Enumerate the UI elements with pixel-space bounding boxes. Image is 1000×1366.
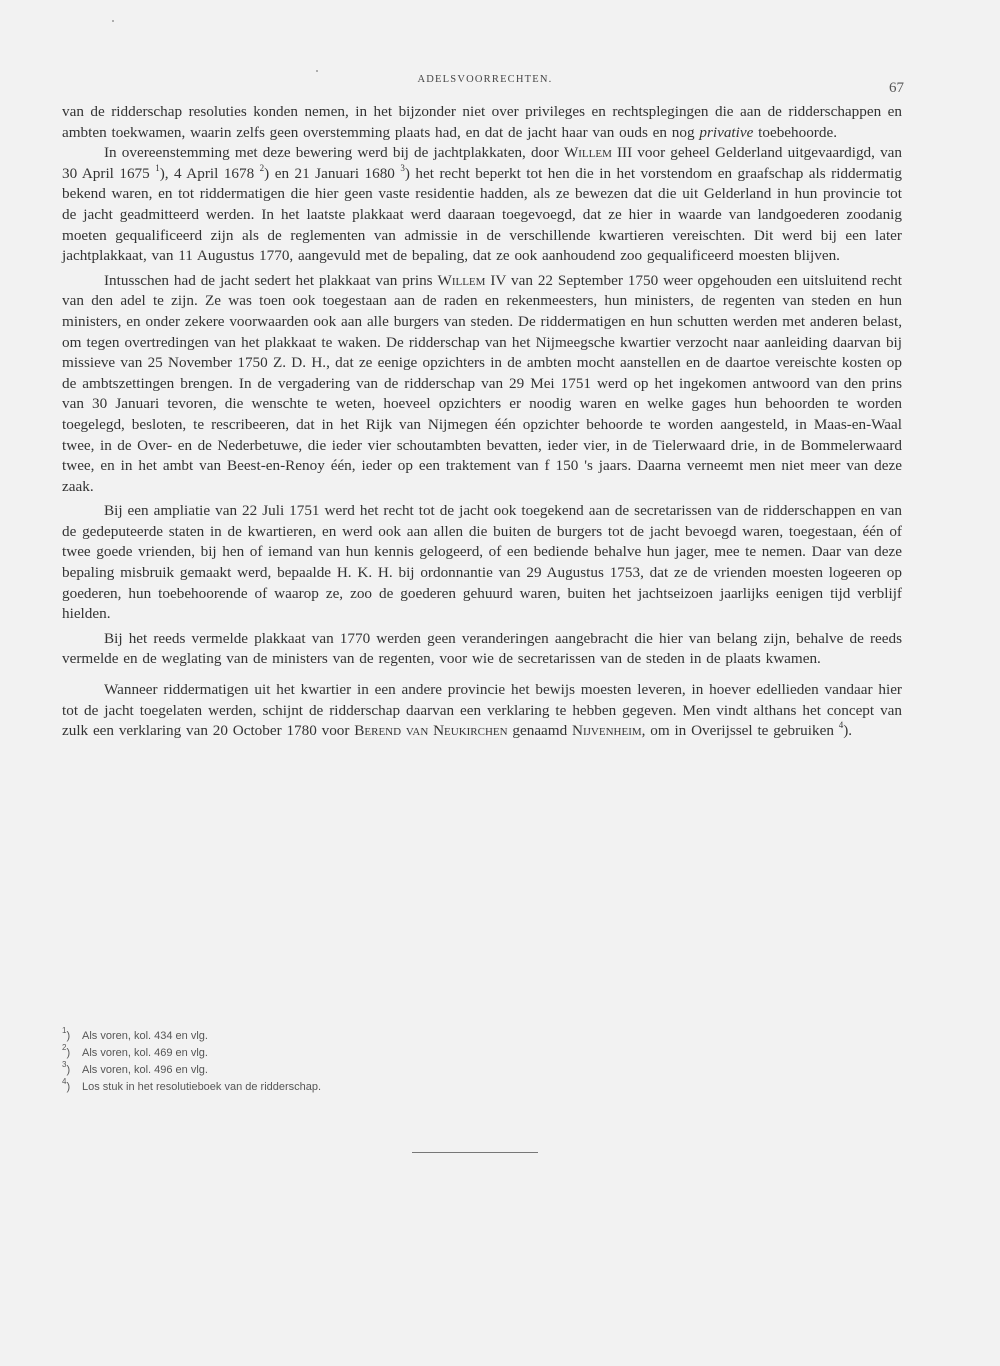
paragraph-6 — [62, 680, 902, 742]
text-run: ) en 21 Januari 1680 — [264, 164, 401, 182]
paragraph-4 — [62, 501, 902, 625]
text-run: In overeenstemming met deze bewering werd bij de jachtplakkaten, door — [104, 144, 564, 162]
text-run: Wanneer riddermatigen uit het kwartier in een andere provincie het bewijs moesten leveren, in hoever edellieden vandaar hier tot de jacht toegelaten werden, schijnt de ridderschap daarvan een verklaring te hebben gegeven. Men vindt althans het concept van zulk een verklaring van 20 October 1780 voor — [62, 681, 902, 740]
footnote-text: Als voren, kol. 469 en vlg. — [82, 1047, 208, 1059]
footnote-ref: 4 — [838, 720, 844, 731]
paragraph-3 — [62, 271, 902, 498]
person-name: Willem — [563, 144, 612, 162]
text-run: Intusschen had de jacht sedert het plakkaat van prins — [104, 271, 438, 289]
text-run: ), 4 April 1678 — [159, 164, 260, 182]
text-run: , om in Overijssel te gebruiken — [641, 722, 839, 740]
paragraph-5 — [62, 629, 902, 670]
paragraph-1 — [62, 102, 902, 143]
text-run: van de ridderschap resoluties konden nemen, in het bijzonder niet over privileges en rechtsplegingen die aan de ridderschappen en ambten toekwamen, waarin zelfs geen overstemming plaats had, en dat de jacht haar van ouds en nog — [62, 103, 902, 141]
body-text — [62, 102, 902, 742]
footnote-marker: $^1$) — [62, 1026, 71, 1042]
footnotes — [62, 1028, 662, 1096]
page-number: 67 — [889, 80, 904, 96]
text-run: ) het recht beperkt tot hen die in het vorstendom en graafschap als riddermatig bekend waren, en tot riddermatigen die hier geen vaste residentie hadden, als ze bewezen dat die uit Gelderland in hun provincie tot de jacht geadmitteerd werden. In het laatste plakkaat werd daaraan toegevoegd, dat ze hier in waarde van landgoederen zoodanig moeten gequalificeerd zijn als de reglementen van admissie in de verschillende kwartieren vereischten. Dit werd bij een later jachtplakkaat, van 11 Augustus 1770, aangevuld met de bepaling, dat ze ook aanhoudend zoo gequalificeerd moesten blijven. — [62, 164, 902, 265]
person-name: Willem — [437, 271, 486, 289]
footnote-text: Als voren, kol. 496 en vlg. — [82, 1064, 208, 1076]
paragraph-2 — [62, 143, 902, 267]
emphasis: privative — [699, 123, 754, 141]
footnote — [62, 1028, 662, 1045]
footnote-ref: 1 — [155, 162, 160, 173]
text-run: IV van 22 September 1750 weer opgehouden een uitsluitend recht van den adel te zijn. Ze was toen ook toegestaan aan de raden en rekenmeesters, hun ministers, de regenten van steden en hun ministers, en onder zekere voorwaarden ook aan alle burgers van steden. De riddermatigen en hun schutten werden met anderen belast, om tegen overtredingen van het plakkaat te waken. De ridderschap van het Nijmeegsche kwartier verzocht naar aanleiding daarvan bij missieve van 25 November 1750 Z. D. H., dat ze eenige opzichters in de ambten mocht aanstellen en de daartoe vereischte kosten op de ambtszettingen brengen. In de vergadering van de ridderschap van 29 Mei 1751 werd op het ingekomen antwoord van den prins van 30 Januari tevoren, die wenschte te weten, hoeveel opzichters er noodig waren en welke gages hun behoorden te worden toegelegd, besloten, te rescribeeren, dat in het Rijk van Nijmegen één opzichter behoorde te worden aangesteld, in Maas-en-Waal twee, in de Over- en de Nederbetuwe, die ieder vier schoutambten bevatten, ieder vier, in de Tielerwaard drie, in de Bommelerwaard twee, en in het ambt van Beest-en-Renoy één, ieder op een traktement van f 150 's jaars. Daarna verneemt men niet meer van deze zaak. — [62, 271, 902, 495]
footnote — [62, 1045, 662, 1062]
text-run: genaamd — [507, 722, 573, 740]
footnote — [62, 1079, 662, 1096]
text-run: toebehoorde. — [753, 123, 837, 141]
page-header — [0, 72, 1000, 96]
print-speck — [112, 20, 114, 22]
running-head: ADELSVOORRECHTEN. — [417, 74, 553, 85]
text-run: III voor geheel Gelderland uitgevaardigd, van 30 April 1675 — [62, 144, 902, 182]
text-run: ). — [843, 722, 853, 740]
footnote-text: Als voren, kol. 434 en vlg. — [82, 1030, 208, 1042]
footnote — [62, 1062, 662, 1079]
person-name: Berend van Neukirchen — [354, 722, 508, 740]
print-speck — [316, 70, 318, 72]
footnote-marker: $^2$) — [62, 1043, 71, 1059]
end-rule — [412, 1152, 538, 1153]
footnote-text: Los stuk in het resolutieboek van de ridderschap. — [82, 1081, 322, 1093]
text-run: Bij het reeds vermelde plakkaat van 1770 werden geen veranderingen aangebracht die hier van belang zijn, behalve de reeds vermelde en de weglating van de ministers van de regenten, voor wie de secretarissen van de steden in de plaats kwamen. — [62, 629, 902, 668]
text-run: Bij een ampliatie van 22 Juli 1751 werd het recht tot de jacht ook toegekend aan de secretarissen van de ridderschappen en van de gedeputeerde staten in de kwartieren, en werd ook aan allen die buiten de burgers tot de jacht bevoegd waren, toegestaan, één of twee goede vrienden, bij hen of iemand van hun kennis gelogeerd, of een bediende behalve hun jager, mee te nemen. Daar van deze bepaling misbruik gemaakt werd, bepaalde H. K. H. bij ordonnantie van 29 Augustus 1753, dat ze de vrienden moesten logeeren op goederen, hun toebehoorende of waarop ze, zoo de goederen gehuurd waren, buiten het jachtseizoen jaarlijks eenigen tijd verblijf hielden. — [62, 502, 902, 623]
person-name: Nijvenheim — [572, 722, 642, 740]
footnote-marker: $^3$) — [62, 1060, 71, 1076]
footnote-ref: 3 — [400, 162, 405, 173]
footnote-ref: 2 — [259, 162, 265, 173]
footnote-marker: $^4$) — [62, 1077, 71, 1093]
